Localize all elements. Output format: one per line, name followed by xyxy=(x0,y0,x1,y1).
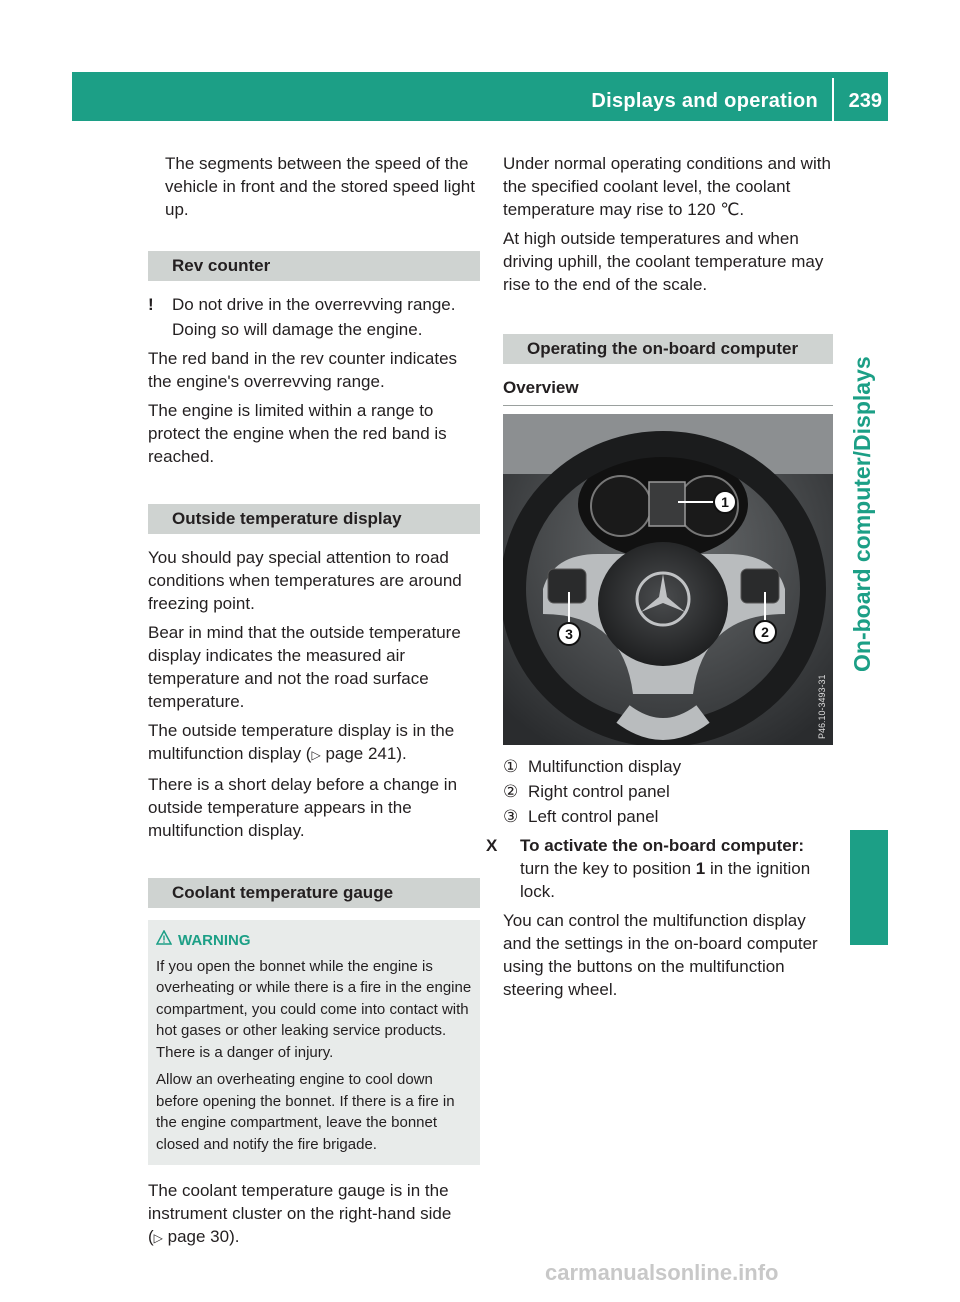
header-separator xyxy=(832,78,834,121)
warning-title-text: WARNING xyxy=(178,932,251,949)
intro-text: The segments between the speed of the vehicle in front and the stored speed light up. xyxy=(165,154,475,219)
callout-1-label: 1 xyxy=(721,494,729,510)
coolant-high-text: At high outside temperatures and when driving uphill, the coolant temperature may rise to the end of the scale. xyxy=(503,229,824,294)
coolant-p1 xyxy=(148,1179,480,1250)
overview-subheading: Overview xyxy=(503,378,579,397)
watermark: carmanualsonline.info xyxy=(545,1260,779,1285)
legend-label: Left control panel xyxy=(528,807,659,826)
right-column xyxy=(486,152,833,1007)
legend-number: ② xyxy=(503,782,519,801)
warning-triangle-icon xyxy=(156,930,172,953)
legend-label: Multifunction display xyxy=(528,757,682,776)
legend-label: Right control panel xyxy=(528,782,670,801)
warning-p2: Allow an overheating engine to cool down before opening the bonnet. If there is a fire in the engine compartment, leave the bonnet closed and notify the fire brigade. xyxy=(156,1071,455,1153)
outside-temp-heading: Outside temperature display xyxy=(148,504,480,534)
outside-p3-text: The outside temperature display is in the multifunction display ( xyxy=(148,721,455,763)
step-bold: To activate the on-board computer: xyxy=(520,836,804,855)
steering-wheel-figure xyxy=(503,414,833,745)
step-text-a: turn the key to position xyxy=(520,859,696,878)
step-text-b: in the ignition lock. xyxy=(520,859,811,901)
coolant-heading: Coolant temperature gauge xyxy=(148,878,480,908)
step-position: 1 xyxy=(695,859,706,878)
rev-note xyxy=(148,293,480,316)
legend-item xyxy=(503,755,833,778)
rev-note-line2: Doing so will damage the engine. xyxy=(172,320,423,339)
legend-list xyxy=(503,755,833,828)
coolant-p1-end: ). xyxy=(229,1227,240,1246)
side-tab-marker xyxy=(850,830,888,945)
header-title: Displays and operation xyxy=(591,90,818,112)
legend-number: ③ xyxy=(503,807,519,826)
coolant-p1-text: The coolant temperature gauge is in the instrument cluster on the right-hand side ( xyxy=(148,1181,452,1246)
obc-heading: Operating the on-board computer xyxy=(503,334,833,364)
coolant-normal-text: Under normal operating conditions and with the specified coolant level, the coolant temperature may rise to 120 ℃. xyxy=(503,154,831,219)
rev-counter-heading: Rev counter xyxy=(148,251,480,281)
legend-item xyxy=(503,805,833,828)
callout-2-label: 2 xyxy=(761,624,769,640)
legend-item xyxy=(503,780,833,803)
rev-note-line1: Do not drive in the overrevving range. xyxy=(172,295,456,314)
outside-p3 xyxy=(148,719,480,767)
legend-number: ① xyxy=(503,757,519,776)
final-paragraph: You can control the multifunction display and the settings in the on-board computer using the buttons on the multifunction steering wheel. xyxy=(503,911,818,999)
page-ref-arrow-icon: ▷ xyxy=(153,1231,163,1245)
warning-title xyxy=(156,930,472,952)
outside-p1: You should pay special attention to road conditions when temperatures are around freezing point. xyxy=(148,548,462,613)
warning-box xyxy=(148,920,480,1165)
side-tab-label: On-board computer/Displays xyxy=(849,356,875,672)
step-arrow-icon: X xyxy=(486,836,498,855)
figure-code: P46.10-3493-31 xyxy=(817,674,827,739)
rev-p1: The red band in the rev counter indicates the engine's overrevving range. xyxy=(148,349,458,391)
callout-3-label: 3 xyxy=(565,626,573,642)
divider xyxy=(503,405,833,406)
rev-p2: The engine is limited within a range to protect the engine when the red band is reached. xyxy=(148,401,447,466)
page-number: 239 xyxy=(848,90,882,112)
activation-step xyxy=(486,834,833,903)
outside-p2: Bear in mind that the outside temperature display indicates the measured air temperature and not the road surface temperature. xyxy=(148,623,461,711)
page-header xyxy=(72,72,888,121)
note-icon: ! xyxy=(148,295,154,314)
outside-p4: There is a short delay before a change in outside temperature appears in the multifunction display. xyxy=(148,775,458,840)
page-ref-link[interactable]: page 30 xyxy=(167,1227,230,1246)
warning-p1: If you open the bonnet while the engine is overheating or while there is a fire in the engine compartment, you could come into contact with hot gases or other leaking service products. There is a danger of injury. xyxy=(156,957,472,1061)
steering-wheel-illustration xyxy=(503,414,833,745)
left-column xyxy=(148,152,480,1256)
page-ref-link[interactable]: page 241 xyxy=(325,744,397,763)
page-ref-arrow-icon: ▷ xyxy=(311,748,321,762)
outside-p3-end: ). xyxy=(396,744,407,763)
